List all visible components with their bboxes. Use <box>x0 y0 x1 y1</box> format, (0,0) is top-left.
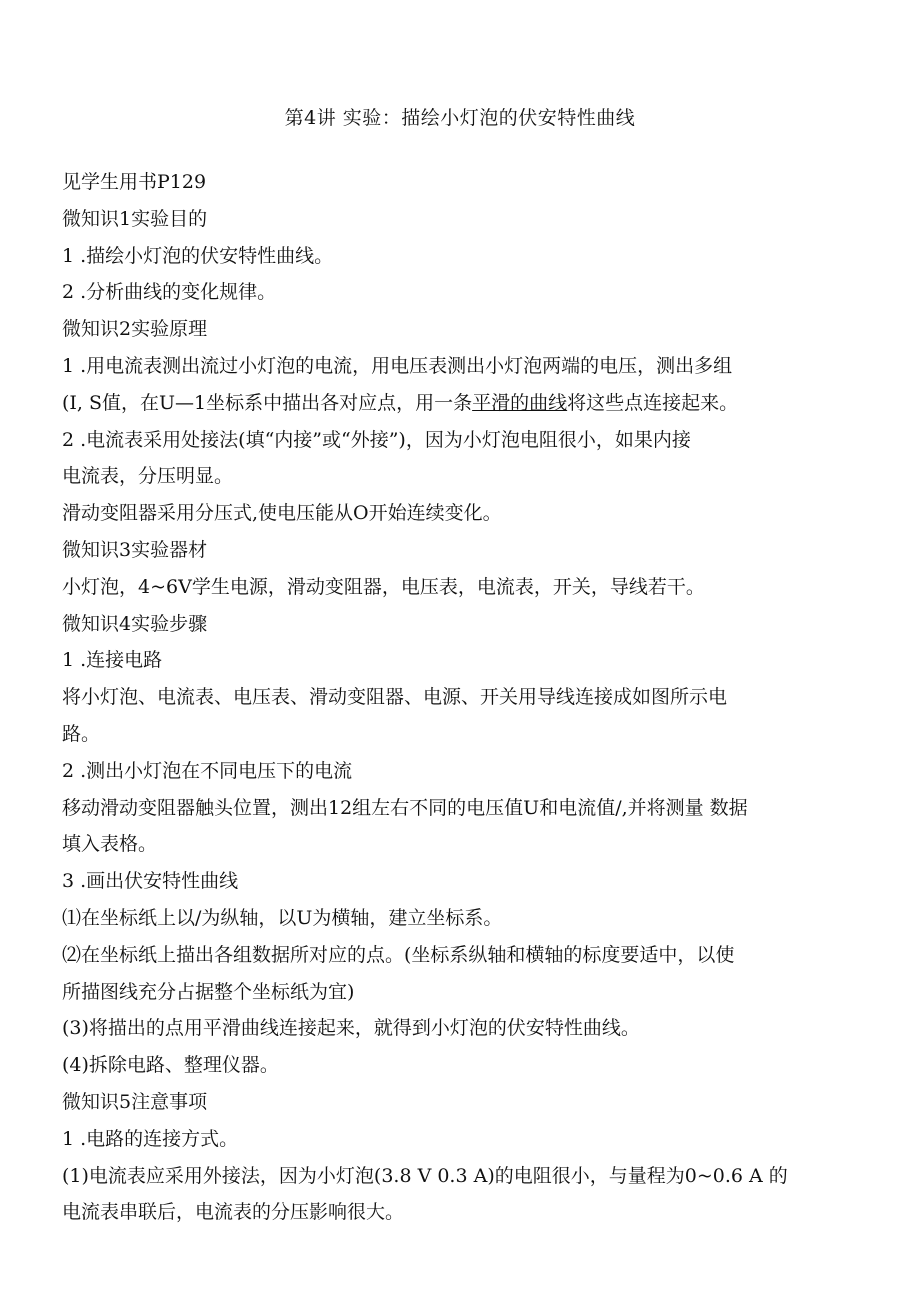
paragraph: (1)电流表应采用外接法，因为小灯泡(3.8 V 0.3 A)的电阻很小，与量程为0~0.6 A 的 <box>62 1164 788 1187</box>
paragraph: 2 .分析曲线的变化规律。 <box>62 281 277 304</box>
text-run: 将这些点连接起来。 <box>567 391 739 414</box>
underlined-term: 平滑的曲线 <box>472 391 568 414</box>
section-heading-3: 微知识3实验器材 <box>62 538 208 561</box>
step-heading: 3 .画出伏安特性曲线 <box>62 870 239 893</box>
reference-line: 见学生用书P129 <box>62 171 207 193</box>
paragraph: 电流表串联后，电流表的分压影响很大。 <box>62 1201 405 1224</box>
paragraph: (4)拆除电路、整理仪器。 <box>62 1054 279 1077</box>
section-heading-4: 微知识4实验步骤 <box>62 612 208 635</box>
paragraph: ⑴在坐标纸上以/为纵轴，以U为横轴，建立坐标系。 <box>62 906 503 929</box>
step-heading: 2 .测出小灯泡在不同电压下的电流 <box>62 759 353 782</box>
paragraph: 移动滑动变阻器触头位置，测出12组左右不同的电压值U和电流值/,并将测量 数据 <box>62 796 748 819</box>
paragraph: 小灯泡，4~6V学生电源，滑动变阻器，电压表，电流表，开关，导线若干。 <box>62 575 705 598</box>
paragraph: 滑动变阻器采用分压式,使电压能从O开始连续变化。 <box>62 502 502 525</box>
section-heading-1: 微知识1实验目的 <box>62 207 208 230</box>
paragraph: 填入表格。 <box>62 833 158 856</box>
section-heading-5: 微知识5注意事项 <box>62 1090 208 1113</box>
paragraph: 将小灯泡、电流表、电压表、滑动变阻器、电源、开关用导线连接成如图所示电 <box>62 686 728 709</box>
paragraph: 1 .用电流表测出流过小灯泡的电流，用电压表测出小灯泡两端的电压，测出多组 <box>62 354 733 377</box>
step-heading: 1 .电路的连接方式。 <box>62 1127 239 1150</box>
paragraph: 路。 <box>62 722 101 745</box>
paragraph: 电流表，分压明显。 <box>62 465 234 488</box>
paragraph: 所描图线充分占据整个坐标纸为宜) <box>62 980 355 1003</box>
document-body <box>62 164 862 1231</box>
paragraph: ⑵在坐标纸上描出各组数据所对应的点。(坐标系纵轴和横轴的标度要适中，以使 <box>62 943 735 966</box>
section-heading-2: 微知识2实验原理 <box>62 318 208 341</box>
paragraph <box>62 385 862 422</box>
paragraph: (3)将描出的点用平滑曲线连接起来，就得到小灯泡的伏安特性曲线。 <box>62 1017 640 1040</box>
text-run: (I, S值，在U—1坐标系中描出各对应点，用一条 <box>62 391 473 414</box>
step-heading: 1 .连接电路 <box>62 649 163 672</box>
paragraph: 1 .描绘小灯泡的伏安特性曲线。 <box>62 244 334 267</box>
page-title: 第4讲 实验：描绘小灯泡的伏安特性曲线 <box>284 107 636 129</box>
paragraph: 2 .电流表采用处接法(填“内接”或“外接”)，因为小灯泡电阻很小，如果内接 <box>62 428 691 451</box>
